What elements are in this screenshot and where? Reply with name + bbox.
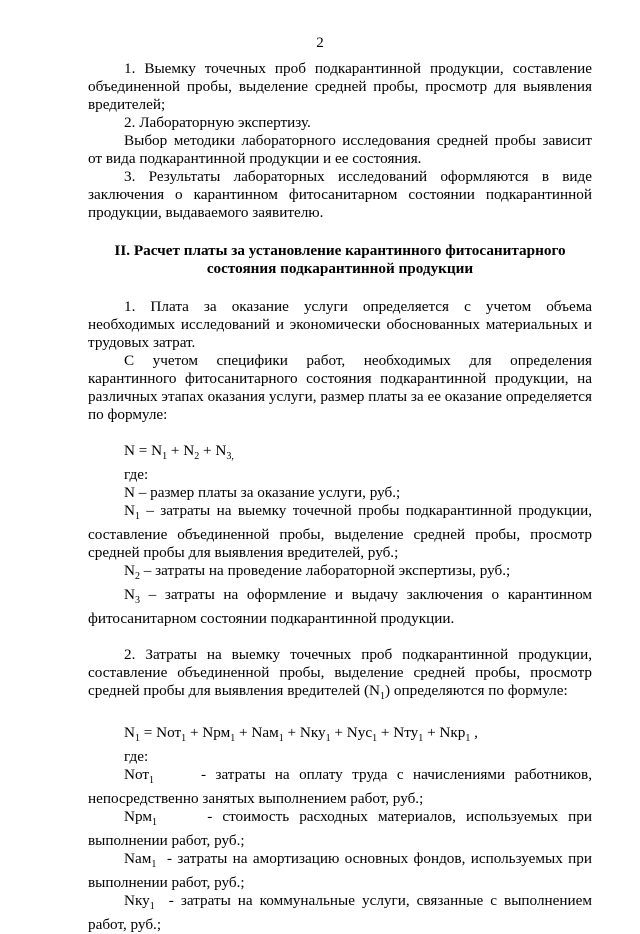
definition-n1: $N_1$ – затраты на выемку точечной пробы подкарантинной продукции, составление объединенной пробы, выделение средней пробы, просмотр средней пробы для выявления вредителей, руб.; — [88, 502, 593, 562]
definition-n3-text: – затраты на оформление и выдачу заключения о карантинном фитосанитарном состоянии подкарантинной продукции. — [88, 586, 593, 628]
definition-nrm: Nрм$_1$ - стоимость расходных материалов, используемых при выполнении работ, руб.; — [88, 808, 592, 850]
spacer — [88, 628, 592, 646]
paragraph-lab-expertise: 2. Лабораторную экспертизу. — [124, 114, 311, 131]
formula-n1: $N_1 = Nот_1 + Nрм_1 + Nам_1 + Nку_1 + Nус_1 + Nту_1 + Nкр_1$ , — [124, 724, 478, 745]
section-title: II. Расчет платы за установление карантинного фитосанитарного состояния подкарантинной продукции — [114, 242, 566, 277]
definition-nam: Nам$_1$ - затраты на амортизацию основных фондов, используемых при выполнении работ, руб.; — [88, 850, 592, 892]
document-body — [88, 60, 592, 934]
formula-total: $N = N_1 + N_2 + N_{3,}$ — [124, 442, 234, 463]
definition-not: Nот$_1$ - затраты на оплату труда с начислениями работников, непосредственно занятых выполнением работ, руб.; — [88, 766, 592, 808]
paragraph-results: 3. Результаты лабораторных исследований оформляются в виде заключения о карантинном фитосанитарном состоянии подкарантинной продукции, выдаваемого заявителю. — [88, 168, 592, 221]
definition-not-text: - затраты на оплату труда с начислениями работников, непосредственно занятых выполнением работ, руб.; — [88, 766, 592, 808]
definition-nrm-text: - стоимость расходных материалов, используемых при выполнении работ, руб.; — [88, 808, 592, 850]
paragraph-method-choice: Выбор методики лабораторного исследования средней пробы зависит от вида подкарантинной продукции и ее состояния. — [88, 132, 592, 167]
paragraph-n1-costs: 2. Затраты на выемку точечных проб подкарантинной продукции, составление объединенной пробы, выделение средней пробы, просмотр средней пробы для выявления вредителей $(N_1)$ определяются по формуле: — [88, 646, 592, 703]
definition-n1-text: – затраты на выемку точечной пробы подкарантинной продукции, составление объединенной пробы, выделение средней пробы, просмотр средней пробы для выявления вредителей, руб.; — [88, 502, 593, 562]
definition-n: N – размер платы за оказание услуги, руб.; — [124, 484, 401, 502]
where-label-2: где: — [124, 748, 149, 766]
definition-n2: $N_2$ – затраты на проведение лабораторной экспертизы, руб.; — [124, 562, 511, 583]
paragraph-n1-costs-end: ) определяются по формуле: — [385, 682, 568, 700]
spacer — [88, 706, 592, 724]
definition-nku: Nку$_1$ - затраты на коммунальные услуги, связанные с выполнением работ, руб.; — [88, 892, 593, 934]
paragraph-sampling: 1. Выемку точечных проб подкарантинной продукции, составление объединенной пробы, выделение средней пробы, просмотр для выявления вредителей; — [88, 60, 592, 113]
definition-nam-text: - затраты на амортизацию основных фондов, используемых при выполнении работ, руб.; — [88, 850, 592, 892]
definition-n3: $N_3$ – затраты на оформление и выдачу заключения о карантинном фитосанитарном состоянии подкарантинной продукции. — [88, 586, 593, 628]
where-label: где: — [124, 466, 149, 484]
paragraph-n1-costs-text: 2. Затраты на выемку точечных проб подкарантинной продукции, составление объединенной пробы, выделение средней пробы, просмотр средней пробы для выявления вредителей (N — [88, 646, 592, 700]
definition-nku-text: - затраты на коммунальные услуги, связанные с выполнением работ, руб.; — [88, 892, 593, 934]
definition-n2-text: – затраты на проведение лабораторной экспертизы, руб.; — [143, 562, 511, 580]
spacer — [88, 424, 592, 442]
paragraph-fee-formula-intro: С учетом специфики работ, необходимых для определения карантинного фитосанитарного состояния подкарантинной продукции, на различных этапах оказания услуги, размер платы за ее оказание определяется по формуле: — [88, 352, 592, 423]
paragraph-fee-basis: 1. Плата за оказание услуги определяется с учетом объема необходимых исследований и экономически обоснованных материальных и трудовых затрат. — [88, 298, 592, 351]
page-number: 2 — [316, 35, 324, 51]
